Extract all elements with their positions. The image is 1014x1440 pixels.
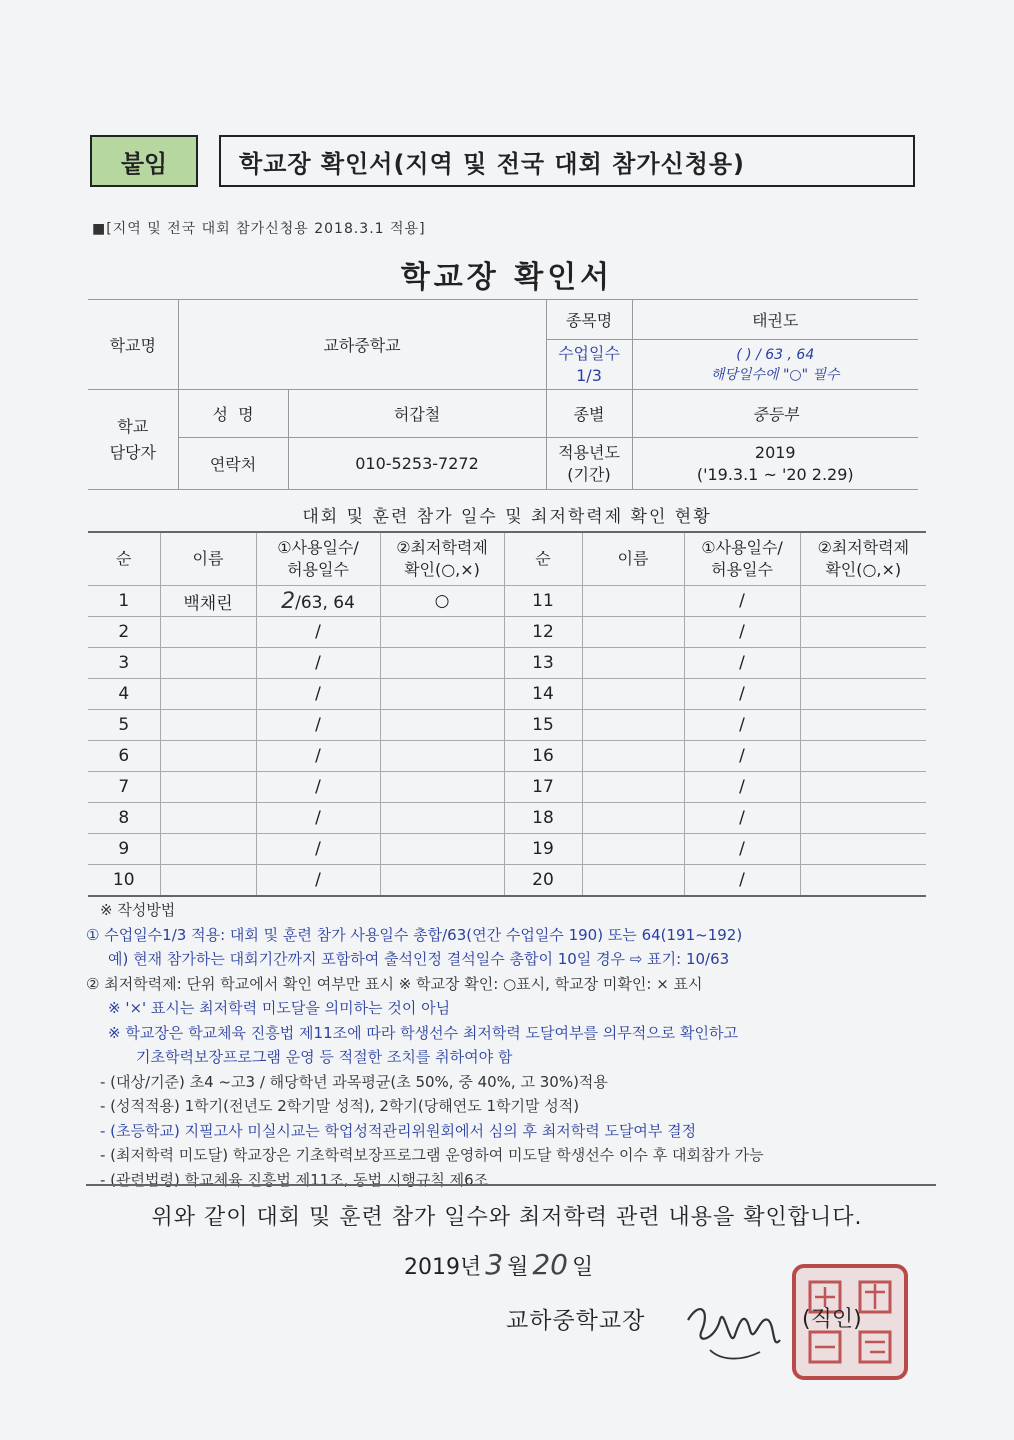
row-days: / (684, 710, 800, 741)
row-no: 17 (504, 772, 582, 803)
row-min (380, 648, 504, 679)
col-min-right-2: 확인(○,×) (825, 560, 902, 579)
col-min-right: ②최저학력제 (817, 538, 910, 557)
handwritten-days: 2 (281, 588, 296, 614)
document-title: 학교장 확인서 (400, 260, 614, 295)
row-no: 11 (504, 586, 582, 617)
col-min: ②최저학력제 (396, 538, 488, 557)
row-min (380, 679, 504, 710)
row-days: / (684, 772, 800, 803)
row-min (800, 865, 926, 897)
col-days-2: 허용일수 (287, 560, 349, 579)
participation-table (88, 531, 926, 897)
category-value: 중등부 (632, 390, 918, 438)
row-days: / (684, 586, 800, 617)
row-no: 9 (88, 834, 160, 865)
date-day-unit: 일 (571, 1255, 594, 1280)
year-value: 2019 (754, 442, 796, 462)
row-days: / (256, 679, 380, 710)
category-label: 종별 (546, 390, 632, 438)
row-name (582, 803, 684, 834)
row-min (800, 803, 926, 834)
row-no: 1 (88, 586, 160, 617)
row-min (380, 865, 504, 897)
row-min (800, 741, 926, 772)
attachment-title: 학교장 확인서(지역 및 전국 대회 참가신청용) (219, 135, 915, 187)
staff-label-2: 담당자 (109, 442, 156, 462)
row-days: / (684, 865, 800, 897)
row-min (380, 834, 504, 865)
row-min (380, 617, 504, 648)
row-days: / (684, 834, 800, 865)
row-min (380, 710, 504, 741)
row-name (582, 741, 684, 772)
row-no: 14 (504, 679, 582, 710)
row-name (582, 648, 684, 679)
confirmation-text: 위와 같이 대회 및 훈련 참가 일수와 최저학력 관련 내용을 확인합니다. (151, 1205, 863, 1230)
row-days: / (256, 834, 380, 865)
instructions (86, 898, 946, 1192)
note-item: ② 최저학력제: 단위 학교에서 확인 여부만 표시 ※ 학교장 확인: ○표시, 학교장 미확인: × 표시 (86, 974, 703, 993)
row-min (800, 617, 926, 648)
row-name (582, 865, 684, 897)
table-row (88, 834, 926, 865)
section-title: 대회 및 훈련 참가 일수 및 최저학력제 확인 현황 (302, 507, 712, 527)
row-no: 8 (88, 803, 160, 834)
table-row (88, 679, 926, 710)
row-days: / (256, 617, 380, 648)
principal-title: 교하중학교장 (506, 1308, 646, 1334)
row-days-text: /63, 64 (295, 592, 355, 613)
contact-label: 연락처 (178, 438, 288, 490)
class-days-note: 해당일수에 "○" 필수 (710, 366, 840, 383)
row-name (160, 741, 256, 772)
row-min (800, 710, 926, 741)
col-min-2: 확인(○,×) (404, 560, 480, 579)
note-item: - (초등학교) 지필고사 미실시교는 학업성적관리위원회에서 심의 후 최저학력 도달여부 결정 (100, 1121, 697, 1140)
signature-icon (680, 1280, 790, 1370)
col-name: 이름 (160, 532, 256, 586)
info-table (88, 299, 918, 490)
row-no: 5 (88, 710, 160, 741)
note-item: - (대상/기준) 초4 ~고3 / 해당학년 과목평균(초 50%, 중 40%, 고 30%)적용 (100, 1072, 608, 1091)
year-label: 적용년도 (558, 442, 620, 462)
class-days-label: 수업일수 (558, 343, 620, 363)
table-row (88, 710, 926, 741)
row-name (160, 834, 256, 865)
note-item: 기초학력보장프로그램 운영 등 적절한 조치를 취하여야 함 (136, 1048, 513, 1066)
row-no: 7 (88, 772, 160, 803)
table-row (88, 617, 926, 648)
table-row (88, 772, 926, 803)
date-year: 2019년 (404, 1255, 482, 1280)
school-value: 교하중학교 (178, 300, 546, 390)
col-days-right-2: 허용일수 (711, 560, 773, 579)
row-days: / (684, 741, 800, 772)
seal-label: (직인) (802, 1307, 862, 1332)
note-item: 예) 현재 참가하는 대회기간까지 포함하여 출석인정 결석일수 총합이 10일 경우 ⇨ 표기: 10/63 (108, 950, 730, 968)
row-days: / (256, 803, 380, 834)
row-no: 12 (504, 617, 582, 648)
name-label: 성 명 (178, 390, 288, 438)
row-days: / (256, 772, 380, 803)
row-no: 19 (504, 834, 582, 865)
contact-value: 010-5253-7272 (288, 438, 546, 490)
row-min (800, 586, 926, 617)
row-no: 16 (504, 741, 582, 772)
row-days: / (256, 865, 380, 897)
row-no: 15 (504, 710, 582, 741)
note-item: - (최저학력 미도달) 학교장은 기초학력보장프로그램 운영하여 미도달 학생선수 이수 후 대회참가 가능 (100, 1146, 764, 1164)
class-days-fraction: 1/3 (576, 365, 602, 385)
row-min (800, 679, 926, 710)
row-min: ○ (380, 586, 504, 617)
row-no: 20 (504, 865, 582, 897)
row-days: / (256, 741, 380, 772)
row-no: 4 (88, 679, 160, 710)
row-name (582, 679, 684, 710)
note-item: ① 수업일수1/3 적용: 대회 및 훈련 참가 사용일수 총합/63(연간 수업일수 190) 또는 64(191~192) (86, 925, 743, 944)
col-no: 순 (88, 532, 160, 586)
class-days-value: ( ) / 63 , 64 (736, 346, 815, 363)
row-no: 3 (88, 648, 160, 679)
table-row (88, 741, 926, 772)
attachment-tag: 붙임 (90, 135, 198, 187)
row-no: 2 (88, 617, 160, 648)
row-days: / (684, 803, 800, 834)
row-name (582, 710, 684, 741)
instructions-heading: ※ 작성방법 (100, 901, 176, 919)
date-month: 3 (485, 1248, 504, 1281)
row-name (582, 586, 684, 617)
row-min (380, 803, 504, 834)
row-days: / (256, 710, 380, 741)
row-no: 6 (88, 741, 160, 772)
name-value: 허갑철 (288, 390, 546, 438)
col-no-right: 순 (504, 532, 582, 586)
row-name (160, 679, 256, 710)
year-period: ('19.3.1 ~ '20 2.29) (696, 464, 854, 484)
table-row (88, 648, 926, 679)
date-line (404, 1248, 593, 1281)
form-version-note: ■[지역 및 전국 대회 참가신청용 2018.3.1 적용] (92, 221, 426, 237)
table-row (88, 865, 926, 897)
row-name (160, 617, 256, 648)
row-no: 10 (88, 865, 160, 897)
row-min (800, 834, 926, 865)
note-item: ※ '×' 표시는 최저학력 미도달을 의미하는 것이 아님 (108, 999, 451, 1017)
row-name (582, 617, 684, 648)
note-item: - (성적적용) 1학기(전년도 2학기말 성적), 2학기(당해연도 1학기말 성적) (100, 1097, 580, 1115)
row-no: 13 (504, 648, 582, 679)
row-name (160, 865, 256, 897)
event-label: 종목명 (546, 300, 632, 340)
date-month-unit: 월 (507, 1255, 529, 1280)
row-name (160, 710, 256, 741)
note-item: ※ 학교장은 학교체육 진흥법 제11조에 따라 학생선수 최저학력 도달여부를 의무적으로 확인하고 (108, 1023, 738, 1042)
row-name (160, 648, 256, 679)
col-days-right: ①사용일수/ (701, 538, 783, 557)
staff-label: 학교 (117, 416, 149, 436)
row-name (160, 772, 256, 803)
table-row (88, 803, 926, 834)
school-label: 학교명 (88, 300, 178, 390)
col-name-right: 이름 (582, 532, 684, 586)
row-min (380, 772, 504, 803)
col-days: ①사용일수/ (277, 538, 359, 557)
table-row (88, 586, 926, 617)
row-days: / (684, 679, 800, 710)
row-name (582, 772, 684, 803)
note-item: - (관련법령) 학교체육 진흥법 제11조, 동법 시행규칙 제6조 (100, 1170, 489, 1189)
row-min (800, 772, 926, 803)
row-name (582, 834, 684, 865)
event-value: 태권도 (632, 300, 918, 340)
row-name (160, 803, 256, 834)
row-min (380, 741, 504, 772)
row-days: / (684, 648, 800, 679)
row-days (256, 586, 380, 617)
row-name: 백채린 (160, 586, 256, 617)
row-days: / (256, 648, 380, 679)
row-no: 18 (504, 803, 582, 834)
date-day: 20 (532, 1248, 568, 1281)
divider (86, 1184, 936, 1186)
row-days: / (684, 617, 800, 648)
year-label-2: (기간) (567, 464, 611, 484)
row-min (800, 648, 926, 679)
